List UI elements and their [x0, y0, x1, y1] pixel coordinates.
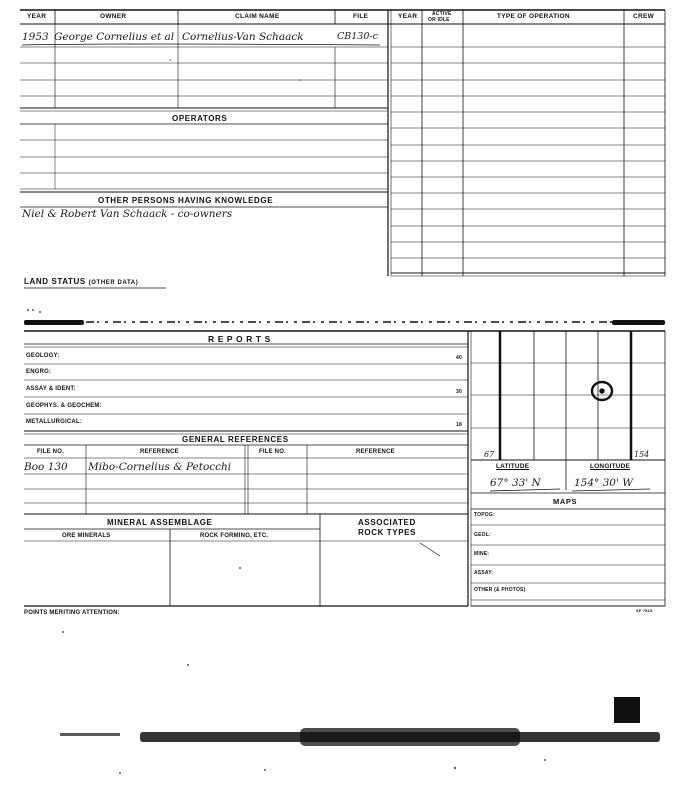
land-status-label — [24, 277, 138, 286]
report-engrg: ENGRG: — [26, 369, 52, 375]
other-persons-entry: Niel & Robert Van Schaack - co-owners — [22, 208, 233, 220]
maps-assay: ASSAY: — [474, 570, 494, 576]
associated-label: ASSOCIATED — [358, 518, 416, 527]
claim-name: Cornelius-Van Schaack — [182, 31, 304, 43]
ore-minerals-label: ORE MINERALS — [62, 533, 111, 539]
ref-header-file-no: FILE NO. — [37, 449, 64, 455]
col-header-op-year: YEAR — [398, 13, 418, 20]
reports-heading: R E P O R T S — [208, 334, 271, 344]
report-geology-num: 40 — [456, 355, 462, 361]
claim-owner: George Cornelius et al — [54, 31, 175, 43]
report-metallurgical: METALLURGICAL: — [26, 419, 83, 425]
col-header-or-idle: OR IDLE — [428, 17, 450, 23]
claim-year: 1953 — [22, 31, 49, 43]
col-header-type-of-operation: TYPE OF OPERATION — [497, 13, 570, 20]
rock-types-label: ROCK TYPES — [358, 528, 417, 537]
corner-lon: 154 — [634, 450, 650, 459]
col-header-crew: CREW — [633, 13, 655, 20]
col-header-claim-name: CLAIM NAME — [235, 13, 280, 20]
general-references-heading: GENERAL REFERENCES — [182, 435, 289, 444]
maps-heading: MAPS — [553, 497, 578, 506]
maps-mine: MINE: — [474, 551, 490, 557]
points-meriting-attention: POINTS MERITING ATTENTION: — [24, 610, 120, 616]
longitude-label: LONGITUDE — [590, 463, 631, 470]
claim-file: CB130-c — [337, 31, 378, 42]
maps-geol: GEOL: — [474, 532, 491, 538]
report-assay-num: 30 — [456, 389, 462, 395]
corner-lat: 67 — [484, 450, 495, 459]
operators-heading: OPERATORS — [172, 114, 228, 123]
report-geophys: GEOPHYS. & GEOCHEM: — [26, 403, 102, 409]
ref-header-file-no-2: FILE NO. — [259, 449, 286, 455]
ref-file-no: Boo 130 — [24, 461, 68, 473]
rock-forming-label: ROCK FORMING, ETC. — [200, 533, 269, 539]
longitude-value: 154° 30' W — [574, 477, 634, 489]
maps-topog: TOPOG: — [474, 512, 495, 518]
mineral-assemblage-heading: MINERAL ASSEMBLAGE — [107, 518, 213, 527]
report-geology: GEOLOGY: — [26, 353, 60, 359]
land-status-sub: (OTHER DATA) — [88, 280, 139, 286]
report-metallurgical-num: 18 — [456, 422, 462, 428]
col-header-file: FILE — [353, 13, 369, 20]
form-code: SF 7815 — [636, 608, 653, 613]
report-assay: ASSAY & IDENT: — [26, 386, 76, 392]
ref-reference: Mibo-Cornelius & Petocchi — [88, 461, 232, 473]
ref-header-reference: REFERENCE — [140, 449, 179, 455]
land-status-title: LAND STATUS — [24, 277, 86, 286]
latitude-label: LATITUDE — [496, 463, 530, 470]
maps-other: OTHER (& PHOTOS) — [474, 587, 526, 593]
col-header-year: YEAR — [27, 13, 47, 20]
col-header-active: ACTIVE — [432, 11, 452, 17]
ref-header-reference-2: REFERENCE — [356, 449, 395, 455]
col-header-owner: OWNER — [100, 13, 127, 20]
other-persons-heading: OTHER PERSONS HAVING KNOWLEDGE — [98, 196, 274, 205]
latitude-value: 67° 33' N — [490, 477, 541, 489]
